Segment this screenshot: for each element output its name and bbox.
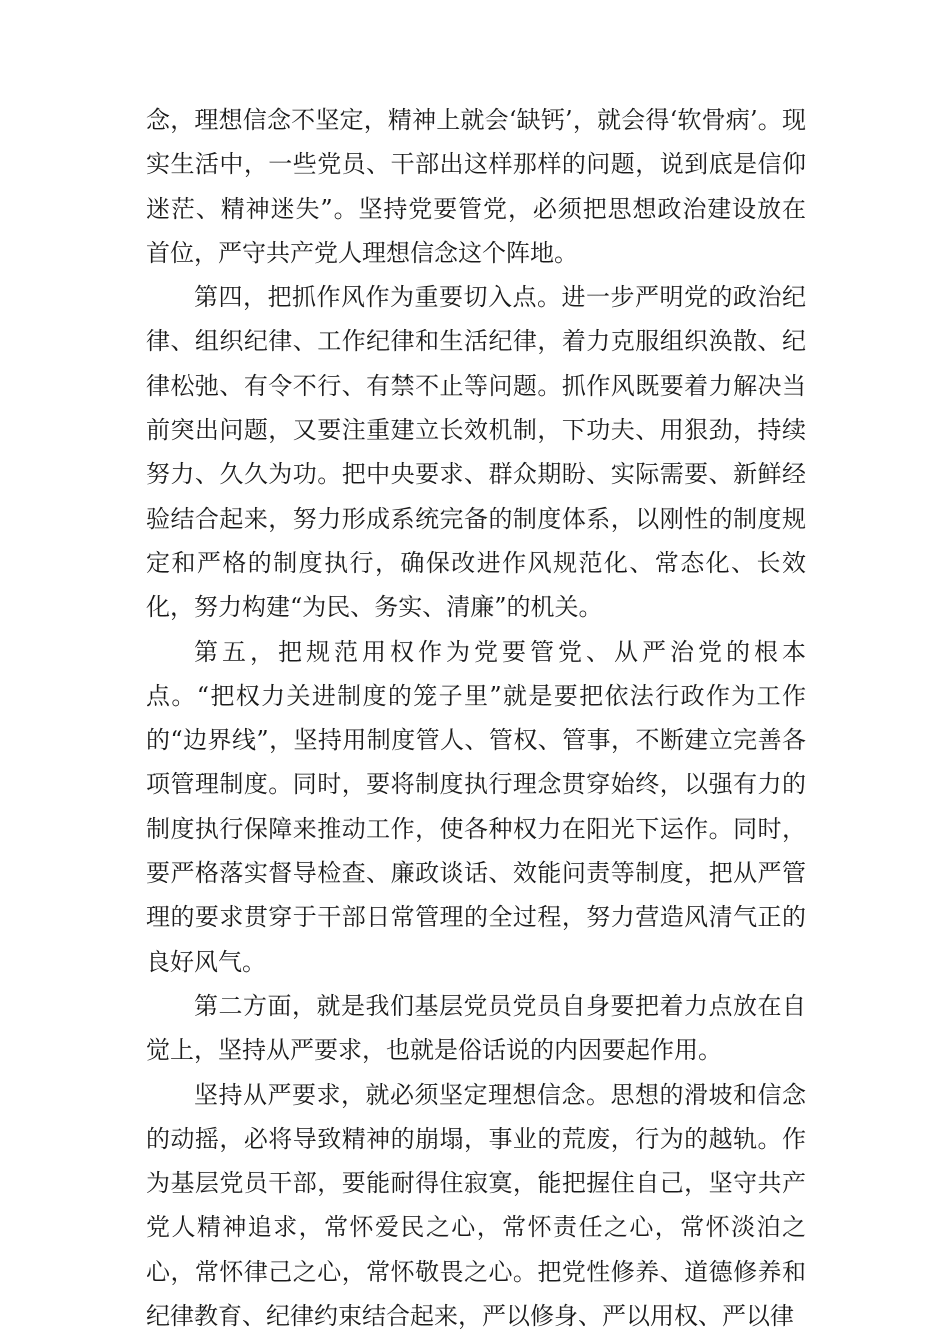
- paragraph-continued: 念，理想信念不坚定，精神上就会‘缺钙’，就会得‘软骨病’。现实生活中，一些党员、干部出这样那样的问题，说到底是信仰迷茫、精神迷失”。坚持党要管党，必须把思想政治建设放在首位，严守共产党人理想信念这个阵地。: [146, 106, 806, 267]
- paragraph-fifth-point: 第五，把规范用权作为党要管党、从严治党的根本点。“把权力关进制度的笼子里”就是要把依法行政作为工作的“边界线”，坚持用制度管人、管权、管事，不断建立完善各项管理制度。同时，要将制度执行理念贯穿始终，以强有力的制度执行保障来推动工作，使各种权力在阳光下运作。同时，要严格落实督导检查、廉政谈话、效能问责等制度，把从严管理的要求贯穿于干部日常管理的全过程，努力营造风清气正的良好风气。: [146, 637, 806, 976]
- paragraph-strict-requirements: 坚持从严要求，就必须坚定理想信念。思想的滑坡和信念的动摇，必将导致精神的崩塌，事业的荒废，行为的越轨。作为基层党员干部，要能耐得住寂寞，能把握住自己，坚守共产党人精神追求，常怀爱民之心，常怀责任之心，常怀淡泊之心，常怀律己之心，常怀敬畏之心。把党性修养、道德修养和纪律教育、纪律约束结合起来，严以修身、严以用权、严以律: [146, 1080, 806, 1331]
- paragraph-fourth-point: 第四，把抓作风作为重要切入点。进一步严明党的政治纪律、组织纪律、工作纪律和生活纪律，着力克服组织涣散、纪律松弛、有令不行、有禁不止等问题。抓作风既要着力解决当前突出问题，又要注重建立长效机制，下功夫、用狠劲，持续努力、久久为功。把中央要求、群众期盼、实际需要、新鲜经验结合起来，努力形成系统完备的制度体系，以刚性的制度规定和严格的制度执行，确保改进作风规范化、常态化、长效化，努力构建“为民、务实、清廉”的机关。: [146, 283, 806, 622]
- paragraph-second-aspect: 第二方面，就是我们基层党员党员自身要把着力点放在自觉上，坚持从严要求，也就是俗话说的内因要起作用。: [146, 991, 806, 1065]
- document-body: [146, 98, 806, 1338]
